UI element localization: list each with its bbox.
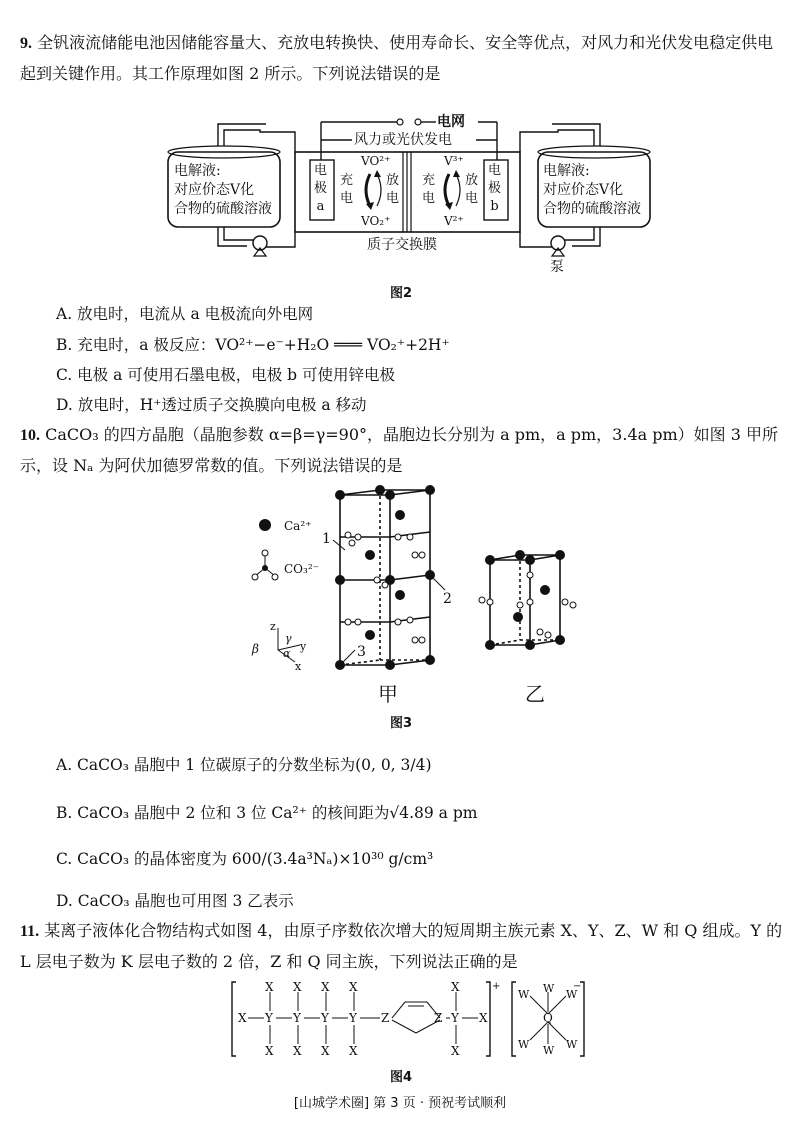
right-bottom-ion: V²⁺: [444, 214, 464, 228]
figure-3-caption: 图3: [390, 716, 413, 731]
right-top-ion: V³⁺: [444, 154, 464, 168]
atom-x: X: [293, 1044, 302, 1058]
left-top-ion: VO²⁺: [361, 154, 391, 168]
electrode-b-label: 电 极 b: [488, 163, 502, 214]
atom-x: X: [293, 980, 302, 994]
membrane-label: 质子交换膜: [367, 237, 437, 253]
axis-z: z: [270, 620, 276, 633]
atom-y: Y: [265, 1011, 273, 1025]
q10-option-a: A. CaCO₃ 晶胞中 1 位碳原子的分数坐标为(0, 0, 3/4): [56, 756, 432, 774]
atom-z: Z: [434, 1011, 443, 1025]
atom-y: Y: [293, 1011, 301, 1025]
left-bottom-ion: VO₂⁺: [361, 214, 391, 228]
atom-w: W: [543, 982, 555, 995]
question-10: [20, 420, 785, 481]
figure-2: [160, 112, 660, 277]
question-stem: 某离子液体化合物结构式如图 4，由原子序数依次增大的短周期主族元素 X、Y、Z、W 和 Q 组成。Y 的 L 层电子数为 K 层电子数的 2 倍，Z 和 Q 同主族，下列说法正确的是: [20, 921, 783, 971]
atom-x: X: [321, 980, 330, 994]
atom-w: W: [566, 988, 578, 1001]
q10-option-c: C. CaCO₃ 的晶体密度为 600/(3.4a³Nₐ)×10³⁰ g/cm³: [56, 850, 434, 868]
grid-label: 电网: [437, 114, 465, 130]
position-1-label: 1: [322, 531, 331, 547]
atom-x: X: [349, 1044, 358, 1058]
left-tank-text: 电解液: 对应价态V化 合物的硫酸溶液: [174, 163, 272, 217]
atom-w: W: [518, 988, 530, 1001]
atom-x: X: [265, 1044, 274, 1058]
position-3-label: 3: [357, 644, 366, 660]
question-number: 11.: [20, 923, 40, 940]
atom-x: X: [321, 1044, 330, 1058]
q10-option-d: D. CaCO₃ 晶胞也可用图 3 乙表示: [56, 892, 294, 910]
question-stem: CaCO₃ 的四方晶胞（晶胞参数 α=β=γ=90°，晶胞边长分别为 a pm，a pm，3.4a pm）如图 3 甲所示，设 Nₐ 为阿伏加德罗常数的值。下列说法错误的是: [20, 425, 779, 475]
atom-x: X: [349, 980, 358, 994]
atom-x: X: [238, 1011, 247, 1025]
q9-option-b: B. 充电时，a 极反应：VO²⁺−e⁻+H₂O ═══ VO₂⁺+2H⁺: [56, 336, 450, 354]
atom-y: Y: [321, 1011, 329, 1025]
right-charge-label: 充 电: [422, 173, 436, 206]
atom-y: Y: [349, 1011, 357, 1025]
q9-option-d: D. 放电时，H⁺透过质子交换膜向电极 a 移动: [56, 396, 367, 414]
question-number: 9.: [20, 35, 32, 52]
q9-option-a: A. 放电时，电流从 a 电极流向外电网: [56, 305, 314, 323]
atom-x: X: [479, 1011, 488, 1025]
charge-plus: +: [492, 981, 501, 992]
ionic-structure-diagram: [230, 978, 590, 1063]
atom-y: Y: [451, 1011, 459, 1025]
crystal-cell-diagram: [240, 480, 600, 710]
position-2-label: 2: [443, 591, 452, 607]
left-charge-label: 充 电: [340, 173, 354, 206]
right-tank-text: 电解液: 对应价态V化 合物的硫酸溶液: [543, 163, 641, 217]
electrode-a-label: 电 极 a: [314, 163, 328, 214]
axis-x: x: [295, 660, 302, 673]
atom-w: W: [566, 1038, 578, 1051]
legend-co3: CO₃²⁻: [284, 562, 319, 576]
question-number: 10.: [20, 427, 40, 444]
charge-minus: −: [573, 981, 582, 992]
pump-label: 泵: [550, 259, 564, 275]
atom-q: Q: [543, 1011, 553, 1025]
axis-y: y: [300, 640, 307, 653]
figure-4-caption: 图4: [390, 1070, 413, 1085]
page-footer: [山城学术圈] 第 3 页 · 预祝考试顺利: [293, 1096, 507, 1111]
angle-alpha: α: [283, 647, 291, 660]
atom-x: X: [451, 1044, 460, 1058]
right-discharge-label: 放 电: [465, 173, 479, 206]
figure-2-caption: 图2: [390, 286, 413, 301]
source-label: 风力或光伏发电: [354, 132, 452, 148]
figure-3: [240, 480, 600, 710]
q9-option-c: C. 电极 a 可使用石墨电极，电极 b 可使用锌电极: [56, 366, 396, 384]
left-discharge-label: 放 电: [386, 173, 400, 206]
q10-option-b: B. CaCO₃ 晶胞中 2 位和 3 位 Ca²⁺ 的核间距为√4.89 a pm: [56, 804, 478, 822]
atom-x: X: [265, 980, 274, 994]
figure-4: [230, 978, 590, 1063]
atom-x: X: [451, 980, 460, 994]
angle-beta: β: [252, 642, 259, 656]
angle-gamma: γ: [285, 632, 292, 645]
legend-ca: Ca²⁺: [284, 519, 312, 533]
atom-z: Z: [381, 1011, 390, 1025]
cell-yi-label: 乙: [525, 682, 545, 706]
atom-w: W: [518, 1038, 530, 1051]
question-stem: 全钒液流储能电池因储能容量大、充放电转换快、使用寿命长、安全等优点，对风力和光伏发电稳定供电起到关键作用。其工作原理如图 2 所示。下列说法错误的是: [20, 33, 774, 83]
cell-jia-label: 甲: [378, 682, 398, 706]
question-9: [20, 28, 785, 89]
atom-w: W: [543, 1044, 555, 1057]
question-11: [20, 916, 785, 977]
